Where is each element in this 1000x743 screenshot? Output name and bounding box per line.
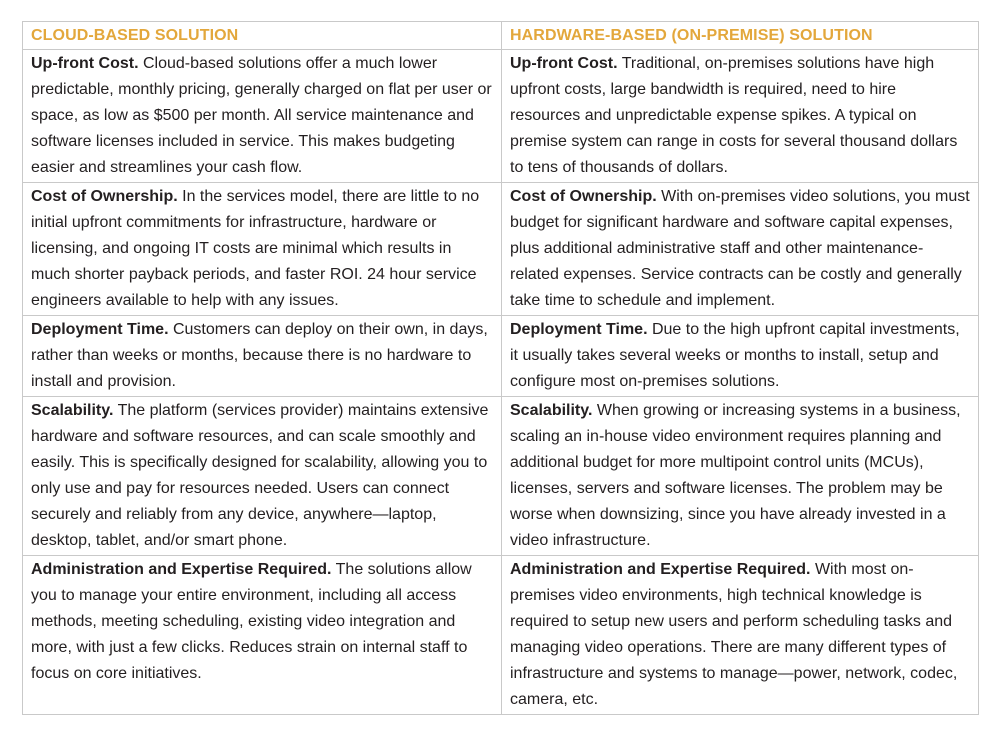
cell-label: Administration and Expertise Required.: [510, 561, 811, 578]
cell-cloud-upfront-cost: [23, 50, 502, 183]
cell-text: The solutions allow you to manage your entire environment, including all access methods, meeting scheduling, existing video integration and more, with just a few clicks. Reduces strain on internal staff to focus on core initiatives.: [31, 561, 472, 682]
cell-text: Due to the high upfront capital investments, it usually takes several weeks or months to install, setup and configure most on-premises solutions.: [510, 321, 960, 390]
header-hardware-based: HARDWARE-BASED (ON-PREMISE) SOLUTION: [502, 22, 979, 50]
cell-text: Traditional, on-premises solutions have high upfront costs, large bandwidth is required, need to hire resources and unpredictable expense spikes. A typical on premise system can range in costs for several thousand dollars to tens of thousands of dollars.: [510, 55, 958, 176]
table-row-upfront-cost: [23, 50, 979, 183]
cell-cloud-scalability: [23, 397, 502, 556]
cell-label: Deployment Time.: [31, 321, 169, 338]
cell-cloud-administration: [23, 556, 502, 715]
cell-text: With most on-premises video environments, high technical knowledge is required to setup new users and perform scheduling tasks and managing video operations. There are many different types of infrastructure and systems to manage—power, network, codec, camera, etc.: [510, 561, 958, 708]
cell-text: When growing or increasing systems in a business, scaling an in-house video environment requires planning and additional budget for more multipoint control units (MCUs), licenses, servers and software licenses. The problem may be worse when downsizing, since you have already invested in a video infrastructure.: [510, 402, 961, 549]
cell-label: Administration and Expertise Required.: [31, 561, 332, 578]
cell-text: The platform (services provider) maintains extensive hardware and software resources, and can scale smoothly and easily. This is specifically designed for scalability, allowing you to only use and pay for resources needed. Users can connect securely and reliably from any device, anywhere—laptop, desktop, tablet, and/or smart phone.: [31, 402, 489, 549]
cell-text: Cloud-based solutions offer a much lower predictable, monthly pricing, generally charged on flat per user or space, as low as $500 per month. All service maintenance and software licenses included in service. This makes budgeting easier and streamlines your cash flow.: [31, 55, 492, 176]
cell-label: Deployment Time.: [510, 321, 648, 338]
table-row-deployment-time: [23, 316, 979, 397]
table-row-administration: [23, 556, 979, 715]
cell-label: Scalability.: [510, 402, 593, 419]
comparison-table: [22, 21, 979, 715]
cell-hardware-upfront-cost: [502, 50, 979, 183]
cell-hardware-administration: [502, 556, 979, 715]
table-row-cost-of-ownership: [23, 183, 979, 316]
cell-label: Cost of Ownership.: [31, 188, 178, 205]
cell-text: Customers can deploy on their own, in days, rather than weeks or months, because there is no hardware to install and provision.: [31, 321, 488, 390]
table-header-row: [23, 22, 979, 50]
cell-cloud-cost-of-ownership: [23, 183, 502, 316]
cell-text: With on-premises video solutions, you must budget for significant hardware and software capital expenses, plus additional administrative staff and other maintenance-related expenses. Service contracts can be costly and generally take time to schedule and implement.: [510, 188, 970, 309]
cell-hardware-scalability: [502, 397, 979, 556]
cell-label: Cost of Ownership.: [510, 188, 657, 205]
cell-text: In the services model, there are little to no initial upfront commitments for infrastructure, hardware or licensing, and ongoing IT costs are minimal which results in much shorter payback periods, and faster ROI. 24 hour service engineers available to help with any issues.: [31, 188, 480, 309]
cell-label: Scalability.: [31, 402, 114, 419]
table-row-scalability: [23, 397, 979, 556]
header-cloud-based: CLOUD-BASED SOLUTION: [23, 22, 502, 50]
cell-cloud-deployment-time: [23, 316, 502, 397]
cell-hardware-deployment-time: [502, 316, 979, 397]
cell-hardware-cost-of-ownership: [502, 183, 979, 316]
cell-label: Up-front Cost.: [510, 55, 618, 72]
cell-label: Up-front Cost.: [31, 55, 139, 72]
